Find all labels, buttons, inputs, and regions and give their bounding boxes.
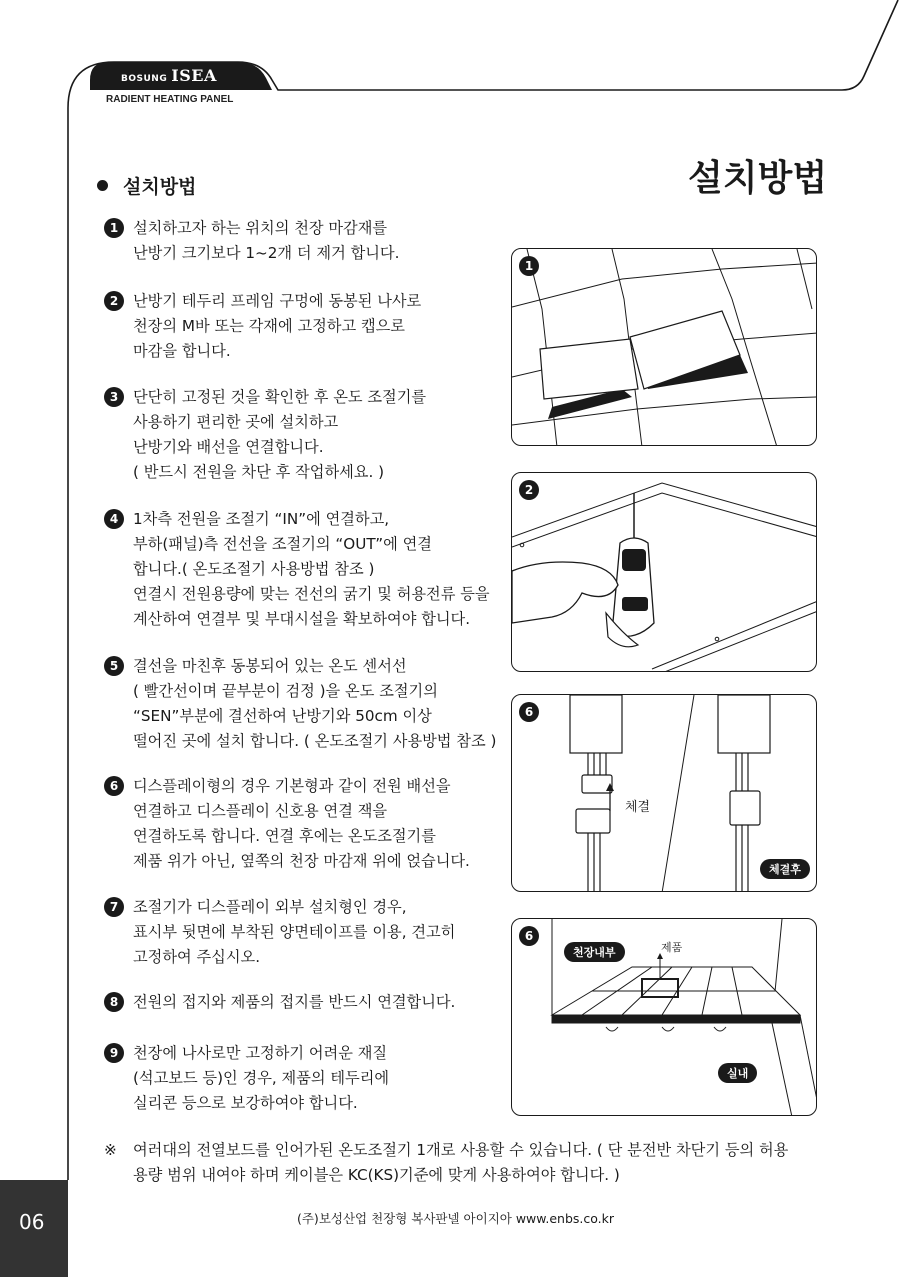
- brand-logo-text: ISEA: [171, 66, 217, 85]
- step-line: ( 빨간선이며 끝부분이 검정 )을 온도 조절기의: [133, 682, 438, 700]
- footer: (주)보성산업 천장형 복사판넬 아이지아 www.enbs.co.kr: [296, 1211, 615, 1226]
- step-8: [104, 990, 514, 1016]
- step-line: 단단히 고정된 것을 확인한 후 온도 조절기를: [133, 388, 427, 406]
- step-line: 합니다.( 온도조절기 사용방법 참조 ): [133, 560, 375, 578]
- step-line: 고정하여 주십시오.: [133, 948, 261, 966]
- page-number-tab: [0, 1180, 68, 1277]
- step-number-5: 5: [104, 656, 124, 676]
- step-number-6: 6: [104, 776, 124, 796]
- step-number-4: 4: [104, 509, 124, 529]
- step-6: [104, 774, 514, 874]
- step-line: 천장의 M바 또는 각재에 고정하고 캡으로: [133, 317, 405, 335]
- step-5: [104, 654, 514, 754]
- step-1: [104, 216, 514, 268]
- brand-small: BOSUNG: [121, 74, 168, 84]
- footnote-line: 여러대의 전열보드를 인어가된 온도조절기 1개로 사용할 수 있습니다. ( 단 분전반 차단기 등의 허용: [133, 1141, 789, 1159]
- step-number-1: 1: [104, 218, 124, 238]
- bullet-dot-icon: [97, 180, 108, 191]
- figure-3: [511, 694, 817, 892]
- reference-mark-icon: ※: [104, 1141, 117, 1159]
- badge-room: 실내: [718, 1063, 757, 1083]
- step-line: 실리콘 등으로 보강하여야 합니다.: [133, 1094, 358, 1112]
- step-line: 디스플레이형의 경우 기본형과 같이 전원 배선을: [133, 777, 451, 795]
- step-line: 천장에 나사로만 고정하기 어려운 재질: [133, 1044, 388, 1062]
- step-number-3: 3: [104, 387, 124, 407]
- badge-ceiling-inside: 천장내부: [564, 942, 625, 962]
- step-line: 연결하도록 합니다. 연결 후에는 온도조절기를: [133, 827, 436, 845]
- ceiling-tiles-removed-illustration-icon: [512, 249, 817, 446]
- step-line: 사용하기 편리한 곳에 설치하고: [133, 413, 339, 431]
- step-line: 설치하고자 하는 위치의 천장 마감재를: [133, 219, 388, 237]
- step-line: 난방기와 배선을 연결합니다.: [133, 438, 324, 456]
- step-number-2: 2: [104, 291, 124, 311]
- figure-number: 6: [519, 702, 539, 722]
- step-line: ( 반드시 전원을 차단 후 작업하세요. ): [133, 463, 385, 481]
- step-2: [104, 289, 514, 365]
- figure-2: [511, 472, 817, 672]
- step-line: 1차측 전원을 조절기 “IN”에 연결하고,: [133, 510, 390, 528]
- figure-number: 1: [519, 256, 539, 276]
- step-line: 마감을 합니다.: [133, 342, 231, 360]
- step-number-7: 7: [104, 897, 124, 917]
- step-line: 연결시 전원용량에 맞는 전선의 굵기 및 허용전류 등을: [133, 585, 490, 603]
- figure-4: [511, 918, 817, 1116]
- step-line: (석고보드 등)인 경우, 제품의 테두리에: [133, 1069, 390, 1087]
- footnote-line: 용량 범위 내여야 하며 케이블은 KC(KS)기준에 맞게 사용하여야 합니다. ): [133, 1166, 620, 1184]
- page-number: 06: [19, 1210, 45, 1234]
- step-4: [104, 507, 514, 632]
- step-line: 조절기가 디스플레이 외부 설치형인 경우,: [133, 898, 407, 916]
- step-7: [104, 895, 514, 971]
- step-line: 제품 위가 아닌, 옆쪽의 천장 마감재 위에 얹습니다.: [133, 852, 470, 870]
- step-line: 떨어진 곳에 설치 합니다. ( 온도조절기 사용방법 참조 ): [133, 732, 497, 750]
- step-line: 난방기 테두리 프레임 구멍에 동봉된 나사로: [133, 292, 422, 310]
- step-line: 표시부 뒷면에 부착된 양면테이프를 이용, 견고히: [133, 923, 456, 941]
- badge-after-connection: 체결후: [760, 859, 810, 879]
- step-line: 전원의 접지와 제품의 접지를 반드시 연결합니다.: [133, 993, 456, 1011]
- step-number-9: 9: [104, 1043, 124, 1063]
- drill-fastening-frame-illustration-icon: [512, 473, 817, 672]
- step-line: “SEN”부분에 결선하여 난방기와 50cm 이상: [133, 707, 432, 725]
- step-line: 연결하고 디스플레이 신호용 연결 잭을: [133, 802, 388, 820]
- page-title: 설치방법: [688, 158, 828, 199]
- brand-logo: [121, 66, 217, 85]
- figure-1: [511, 248, 817, 446]
- section-heading: [97, 172, 196, 199]
- step-line: 부하(패널)측 전선을 조절기의 “OUT”에 연결: [133, 535, 432, 553]
- step-3: [104, 385, 514, 485]
- figure-number: 2: [519, 480, 539, 500]
- step-9: [104, 1041, 514, 1117]
- section-heading-text: 설치방법: [123, 176, 197, 198]
- step-number-8: 8: [104, 992, 124, 1012]
- brand-subtitle: RADIENT HEATING PANEL: [106, 94, 234, 105]
- step-line: 결선을 마친후 동봉되어 있는 온도 센서선: [133, 657, 407, 675]
- label-product: 제품: [661, 941, 683, 954]
- step-line: 난방기 크기보다 1~2개 더 제거 합니다.: [133, 244, 400, 262]
- label-connect: 체결: [625, 800, 651, 815]
- step-line: 계산하여 연결부 및 부대시설을 확보하여야 합니다.: [133, 610, 471, 628]
- figure-number: 6: [519, 926, 539, 946]
